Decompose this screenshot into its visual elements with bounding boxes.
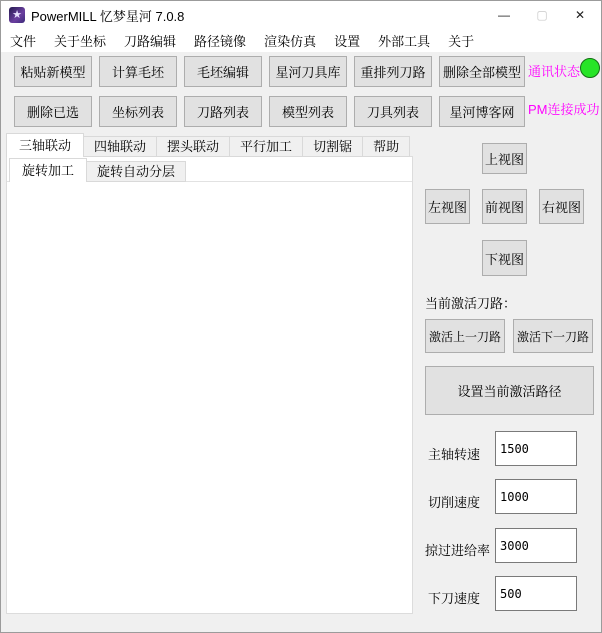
skim-feed-label: 掠过进给率 [425, 543, 491, 558]
toolbar-row1-button-1[interactable]: 计算毛坯 [99, 56, 177, 87]
minimize-icon[interactable]: — [498, 8, 510, 22]
active-toolpath-label: 当前激活刀路： [425, 296, 517, 311]
comm-status-label: 通讯状态 [528, 64, 581, 79]
tab-content-panel [6, 156, 413, 614]
app-icon [9, 7, 25, 23]
close-icon[interactable]: ✕ [574, 8, 586, 22]
communication-indicator [580, 58, 600, 78]
set-active-path-button[interactable]: 设置当前激活路径 [425, 366, 594, 415]
menu-item-6[interactable]: 外部工具 [378, 34, 431, 49]
spindle-speed-label: 主轴转速 [428, 447, 481, 462]
window-title: PowerMILL 忆梦星河 7.0.8 [31, 8, 185, 24]
toolbar-row2-button-2[interactable]: 刀路列表 [184, 96, 262, 127]
menu-item-1[interactable]: 关于坐标 [54, 34, 107, 49]
view-left-button[interactable]: 左视图 [425, 189, 470, 224]
menubar [1, 29, 601, 52]
toolbar-row1-button-3[interactable]: 星河刀具库 [269, 56, 347, 87]
plunge-speed-input[interactable] [495, 576, 577, 611]
toolbar-row1-button-5[interactable]: 删除全部模型 [439, 56, 525, 87]
menu-item-2[interactable]: 刀路编辑 [124, 34, 177, 49]
menu-item-5[interactable]: 设置 [334, 34, 361, 49]
cutting-speed-input[interactable] [495, 479, 577, 514]
view-right-button[interactable]: 右视图 [539, 189, 584, 224]
menu-item-4[interactable]: 渲染仿真 [264, 34, 317, 49]
toolbar-row2-button-5[interactable]: 星河博客网 [439, 96, 525, 127]
outer-tab-0[interactable]: 三轴联动 [6, 133, 84, 157]
toolbar-row1-button-4[interactable]: 重排列刀路 [354, 56, 432, 87]
inner-tab-0[interactable]: 旋转加工 [9, 158, 87, 182]
outer-tab-4[interactable]: 切割锯 [302, 136, 363, 157]
maximize-icon: ▢ [536, 8, 548, 22]
activate-next-button[interactable]: 激活下一刀路 [513, 319, 593, 353]
pm-status-label: PM连接成功 [528, 102, 600, 117]
outer-tab-2[interactable]: 摆头联动 [156, 136, 230, 157]
menu-item-3[interactable]: 路径镜像 [194, 34, 247, 49]
toolbar-row2-button-4[interactable]: 刀具列表 [354, 96, 432, 127]
activate-prev-button[interactable]: 激活上一刀路 [425, 319, 505, 353]
toolbar-row2-button-3[interactable]: 模型列表 [269, 96, 347, 127]
plunge-speed-label: 下刀速度 [428, 591, 481, 606]
toolbar-row2-button-1[interactable]: 坐标列表 [99, 96, 177, 127]
menu-item-0[interactable]: 文件 [10, 34, 37, 49]
view-bottom-button[interactable]: 下视图 [482, 240, 527, 276]
titlebar [1, 1, 601, 29]
toolbar-row1-button-0[interactable]: 粘贴新模型 [14, 56, 92, 87]
menu-item-7[interactable]: 关于 [448, 34, 475, 49]
view-top-button[interactable]: 上视图 [482, 143, 527, 174]
outer-tab-5[interactable]: 帮助 [362, 136, 410, 157]
skim-feed-input[interactable] [495, 528, 577, 563]
cutting-speed-label: 切削速度 [428, 495, 481, 510]
inner-tab-strip [9, 158, 185, 182]
window-caption-buttons [485, 1, 599, 29]
outer-tab-1[interactable]: 四轴联动 [83, 136, 157, 157]
inner-tab-1[interactable]: 旋转自动分层 [86, 161, 186, 182]
spindle-speed-input[interactable] [495, 431, 577, 466]
view-front-button[interactable]: 前视图 [482, 189, 527, 224]
toolbar-row2-button-0[interactable]: 删除已选 [14, 96, 92, 127]
toolbar-row1-button-2[interactable]: 毛坯编辑 [184, 56, 262, 87]
outer-tab-strip [6, 133, 409, 157]
outer-tab-3[interactable]: 平行加工 [229, 136, 303, 157]
